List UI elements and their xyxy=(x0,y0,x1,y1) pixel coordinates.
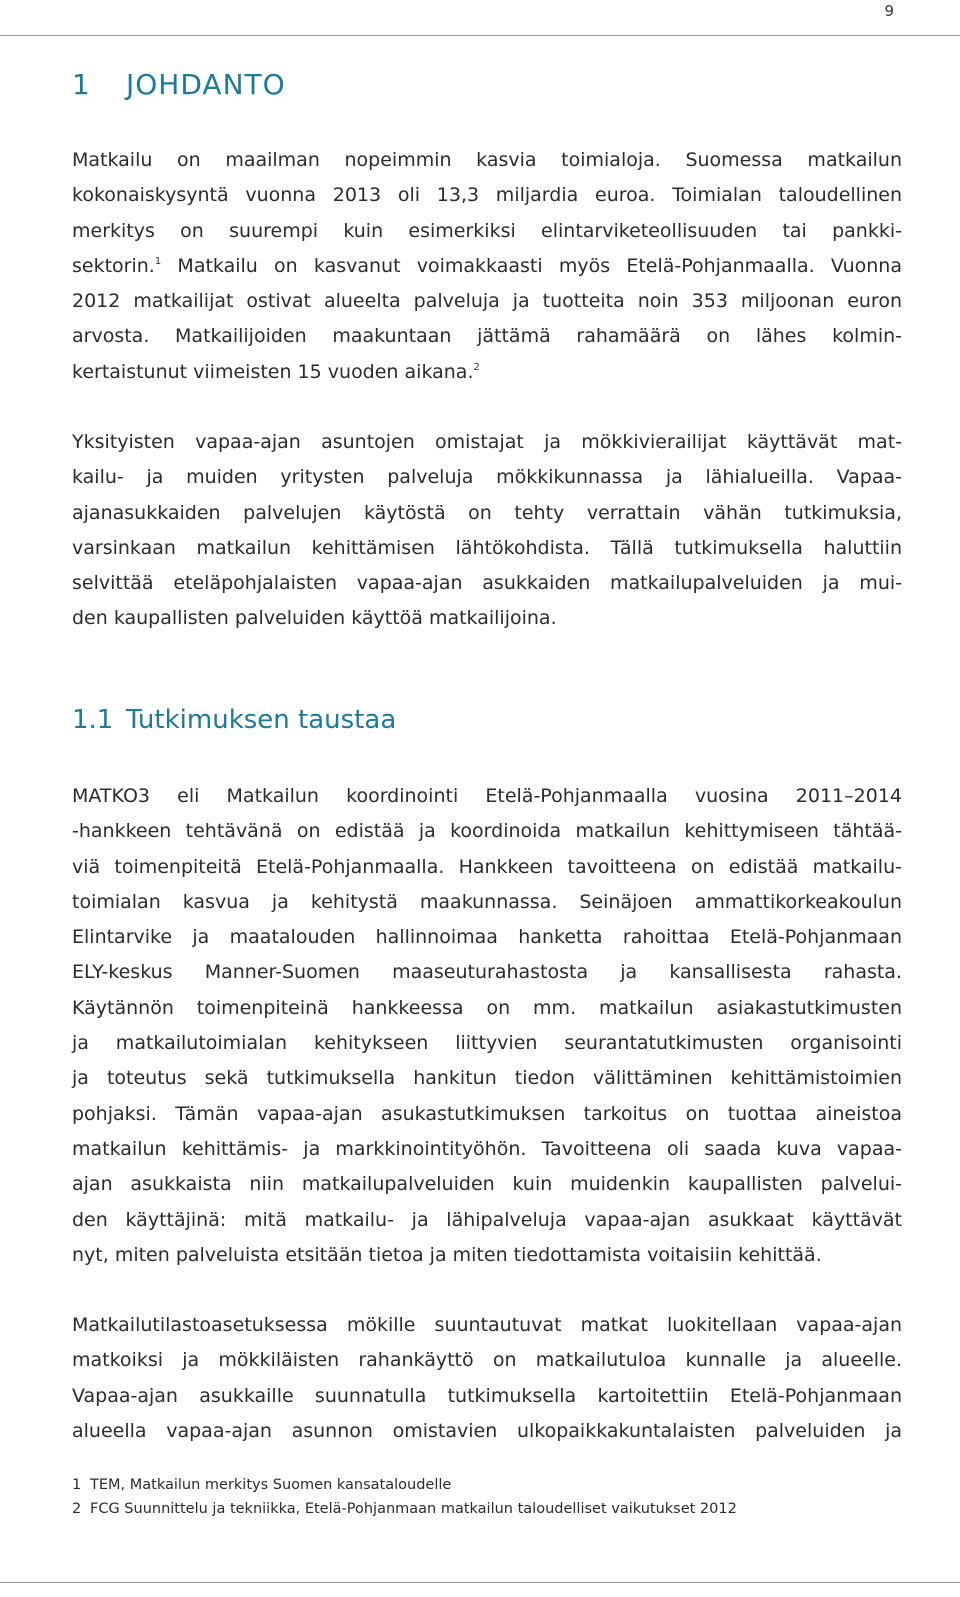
footnote-ref-1: 1 xyxy=(154,255,162,267)
intro-paragraph-1 xyxy=(72,143,902,390)
section-title: Tutkimuksen taustaa xyxy=(126,705,397,735)
text-line: den kaupallisten palveluiden käyttöä matkailijoina. xyxy=(72,607,557,630)
section-paragraph-2 xyxy=(72,1308,902,1449)
text-line: ELY-keskus Manner-Suomen maaseuturahastosta ja kansallisesta rahasta. xyxy=(72,961,902,984)
chapter-heading xyxy=(72,68,286,101)
text-line: merkitys on suurempi kuin esimerkiksi elintarviketeollisuuden tai pankki- xyxy=(72,219,902,242)
text-line: ajanasukkaiden palvelujen käytöstä on tehty verrattain vähän tutkimuksia, xyxy=(72,501,902,524)
footnote-text: TEM, Matkailun merkitys Suomen kansataloudelle xyxy=(90,1477,452,1493)
page-number: 9 xyxy=(884,2,894,20)
footnote-number: 2 xyxy=(72,1501,82,1517)
chapter-title: JOHDANTO xyxy=(126,68,286,101)
text-line: alueella vapaa-ajan asunnon omistavien ulkopaikkakuntalaisten palveluiden ja xyxy=(72,1419,902,1442)
footer-rule xyxy=(0,1582,960,1583)
text-line: Yksityisten vapaa-ajan asuntojen omistajat ja mökkivierailijat käyttävät mat- xyxy=(72,431,902,453)
footnote-text: FCG Suunnittelu ja tekniikka, Etelä-Pohjanmaan matkailun taloudelliset vaikutukset 2012 xyxy=(90,1501,737,1517)
text-line: viä toimenpiteitä Etelä-Pohjanmaalla. Hankkeen tavoitteena on edistää matkailu- xyxy=(72,855,902,878)
text-line: ja matkailutoimialan kehitykseen liittyvien seurantatutkimusten organisointi xyxy=(72,1032,902,1055)
chapter-number: 1 xyxy=(72,68,91,101)
text-line: Elintarvike ja maatalouden hallinnoimaa hanketta rahoittaa Etelä-Pohjanmaan xyxy=(72,926,902,949)
text-line: toimialan kasvua ja kehitystä maakunnassa. Seinäjoen ammattikorkeakoulun xyxy=(72,890,902,913)
text-line: Käytännön toimenpiteinä hankkeessa on mm. matkailun asiakastutkimusten xyxy=(72,996,902,1019)
footnotes xyxy=(72,1473,902,1521)
text-line: MATKO3 eli Matkailun koordinointi Etelä-Pohjanmaalla vuosina 2011–2014 xyxy=(72,785,902,807)
text-line: kertaistunut viimeisten 15 vuoden aikana.$^2$ xyxy=(72,360,480,383)
header-rule xyxy=(0,35,960,36)
text-line: Matkailutilastoasetuksessa mökille suuntautuvat matkat luokitellaan vapaa-ajan xyxy=(72,1314,902,1336)
text-line: matkailun kehittämis- ja markkinointityöhön. Tavoitteena oli saada kuva vapaa- xyxy=(72,1137,902,1160)
text-line: matkoiksi ja mökkiläisten rahankäyttö on matkailutuloa kunnalle ja alueelle. xyxy=(72,1349,902,1372)
footnote-2 xyxy=(72,1497,902,1521)
text-line: 2012 matkailijat ostivat alueelta palveluja ja tuotteita noin 353 miljoonan euron xyxy=(72,290,902,313)
text-line: arvosta. Matkailijoiden maakuntaan jättämä rahamäärä on lähes kolmin- xyxy=(72,325,902,348)
text-line: Matkailu on maailman nopeimmin kasvia toimialoja. Suomessa matkailun xyxy=(72,149,902,171)
footnote-ref-2: 2 xyxy=(473,361,480,373)
text-line: -hankkeen tehtävänä on edistää ja koordinoida matkailun kehittymiseen tähtää- xyxy=(72,820,902,843)
footnote-number: 1 xyxy=(72,1477,82,1493)
text-line: varsinkaan matkailun kehittämisen lähtökohdista. Tällä tutkimuksella haluttiin xyxy=(72,536,902,559)
text-line: ajan asukkaista niin matkailupalveluiden kuin muidenkin kaupallisten palvelui- xyxy=(72,1173,902,1196)
text-line: kokonaiskysyntä vuonna 2013 oli 13,3 miljardia euroa. Toimialan taloudellinen xyxy=(72,184,902,207)
section-paragraph-1 xyxy=(72,779,902,1273)
text-line: selvittää eteläpohjalaisten vapaa-ajan asukkaiden matkailupalveluiden ja mui- xyxy=(72,572,902,595)
text-line: den käyttäjinä: mitä matkailu- ja lähipalveluja vapaa-ajan asukkaat käyttävät xyxy=(72,1208,902,1231)
text-line: Vapaa-ajan asukkaille suunnatulla tutkimuksella kartoitettiin Etelä-Pohjanmaan xyxy=(72,1384,902,1407)
text-line: sektorin.$^1$ Matkailu on kasvanut voimakkaasti myös Etelä-Pohjanmaalla. Vuonna xyxy=(72,254,902,277)
text-line: kailu- ja muiden yritysten palveluja mökkikunnassa ja lähialueilla. Vapaa- xyxy=(72,466,902,489)
footnote-1 xyxy=(72,1473,902,1497)
text-line: nyt, miten palveluista etsitään tietoa ja miten tiedottamista voitaisiin kehittää. xyxy=(72,1243,822,1266)
section-number: 1.1 xyxy=(72,705,114,735)
section-heading xyxy=(72,705,396,735)
text-line: pohjaksi. Tämän vapaa-ajan asukastutkimuksen tarkoitus on tuottaa aineistoa xyxy=(72,1102,902,1125)
intro-paragraph-2 xyxy=(72,425,902,637)
text-line: ja toteutus sekä tutkimuksella hankitun tiedon välittäminen kehittämistoimien xyxy=(72,1067,902,1090)
